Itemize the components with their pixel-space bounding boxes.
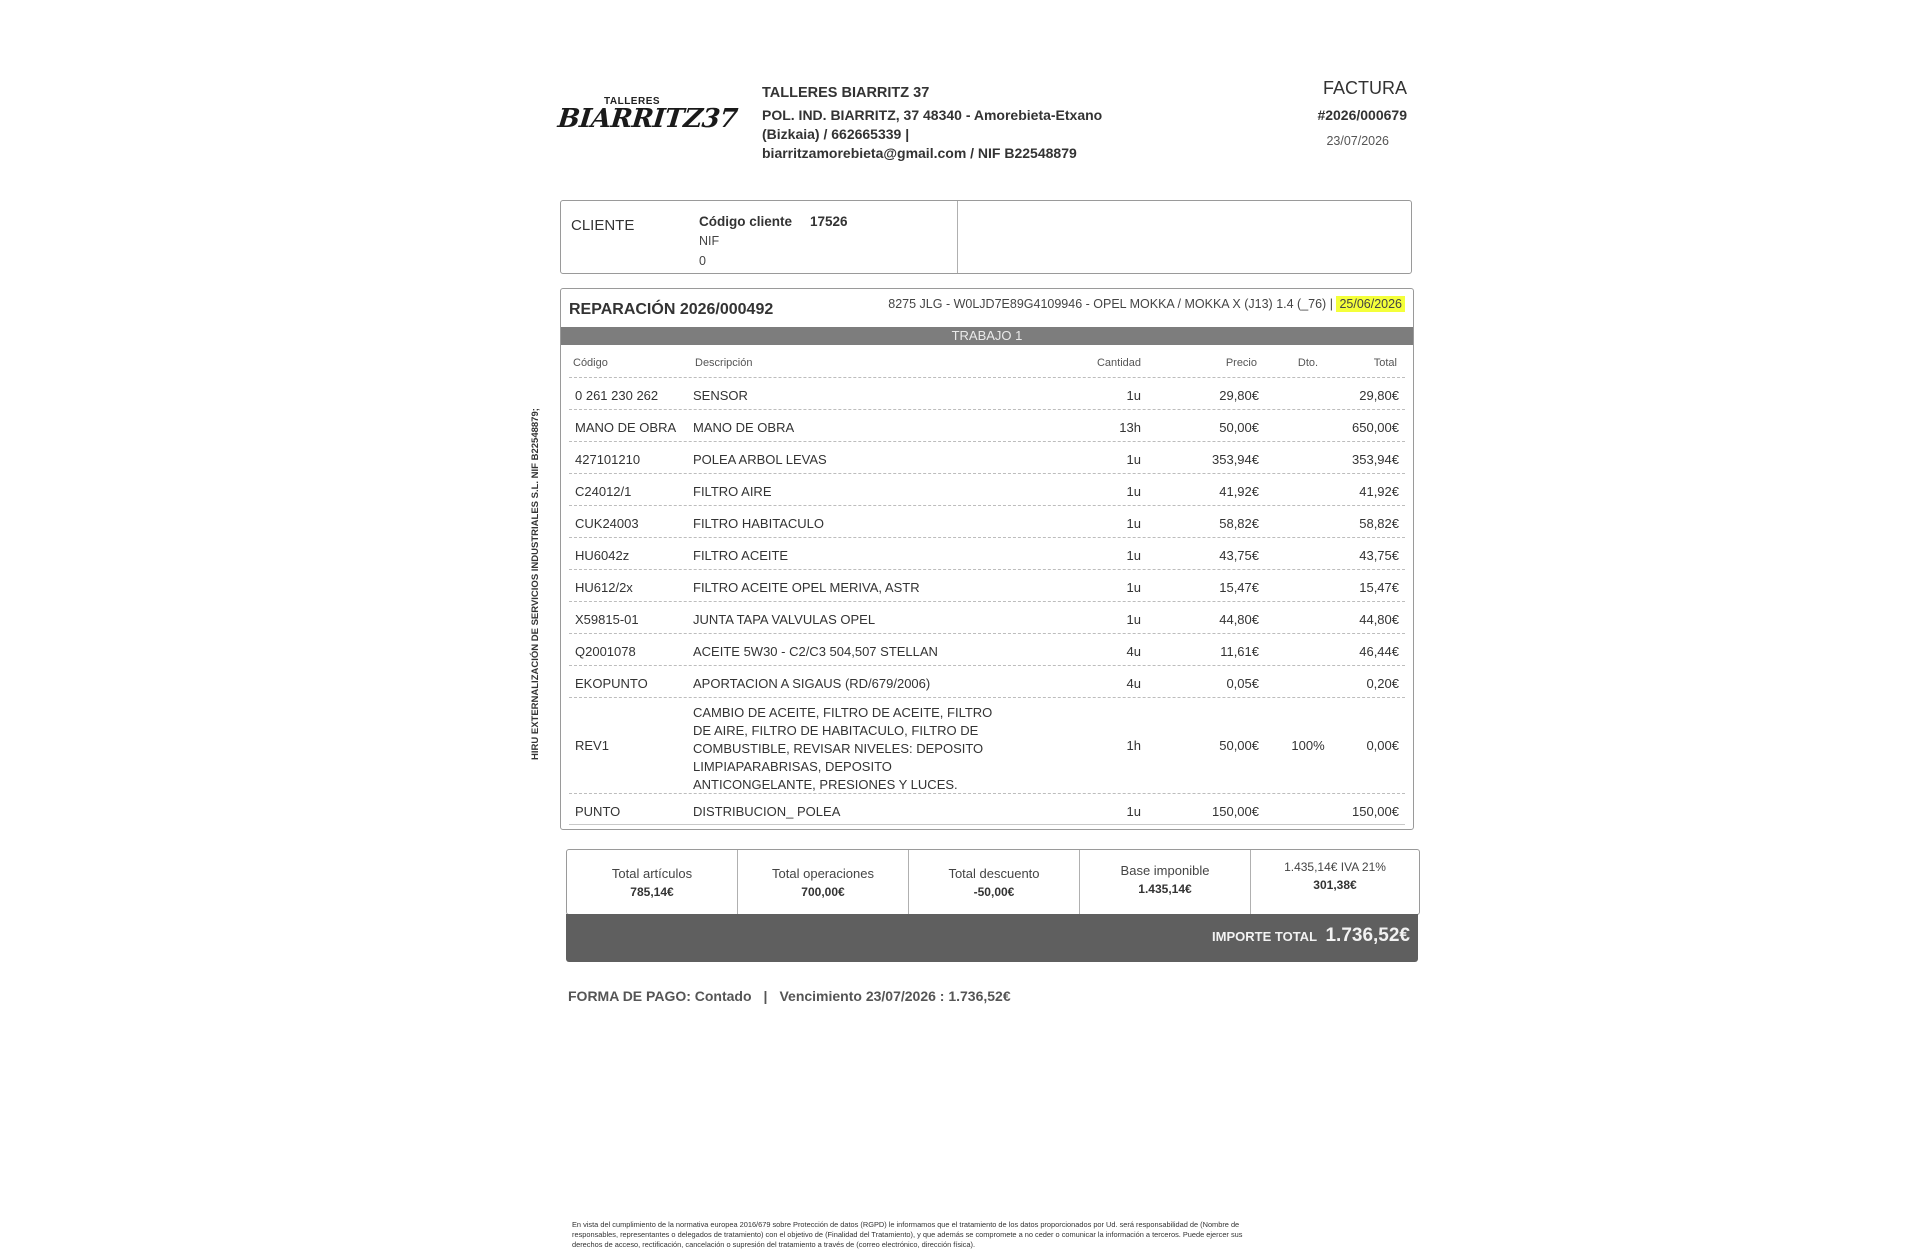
col-description: Descripción <box>695 357 753 369</box>
client-code-value: 17526 <box>810 214 848 229</box>
table-row <box>569 569 1405 601</box>
invoice-type: FACTURA <box>1322 78 1407 98</box>
item-description: CAMBIO DE ACEITE, FILTRO DE ACEITE, FILTRO DE AIRE, FILTRO DE HABITACULO, FILTRO DE COMBUSTIBLE, REVISAR NIVELES: DEPOSITO LIMPIAPARABRISAS, DEPOSITO ANTICONGELANTE, PRESIONES Y LUCES. <box>693 705 993 792</box>
item-code: MANO DE OBRA <box>575 420 677 435</box>
item-price: 15,47€ <box>1219 580 1259 595</box>
repair-date-highlighted: 25/06/2026 <box>1336 296 1405 312</box>
item-qty: 1u <box>1126 548 1141 563</box>
item-total: 44,80€ <box>1359 612 1399 627</box>
item-code: PUNTO <box>575 804 621 819</box>
item-total: 0,00€ <box>1366 738 1399 753</box>
client-nif-label: NIF <box>699 234 720 248</box>
item-total: 29,80€ <box>1359 388 1399 403</box>
col-code: Código <box>573 357 608 369</box>
work-header: TRABAJO 1 <box>561 327 1413 345</box>
logo-small-text: TALLERES <box>604 96 661 107</box>
item-total: 15,47€ <box>1359 580 1399 595</box>
side-vertical-note: HIRU EXTERNALIZACIÓN DE SERVICIOS INDUSTRIALES S.L. NIF B22548879; <box>530 408 541 760</box>
col-qty: Cantidad <box>1096 357 1141 369</box>
table-row <box>569 793 1405 825</box>
total-operations-value: 700,00€ <box>801 885 845 899</box>
vat <box>1251 850 1419 914</box>
invoice-date: 23/07/2026 <box>1326 134 1389 148</box>
item-qty: 13h <box>1119 420 1141 435</box>
item-code: X59815-01 <box>575 612 639 627</box>
vat-label: 1.435,14€ IVA 21% <box>1284 860 1386 874</box>
table-row <box>569 409 1405 441</box>
invoice-number: #2026/000679 <box>1317 107 1407 123</box>
total-articles-value: 785,14€ <box>630 885 674 899</box>
company-address-line-2: (Bizkaia) / 662665339 | <box>762 126 910 142</box>
total-operations <box>738 850 908 914</box>
item-total: 353,94€ <box>1352 452 1399 467</box>
item-qty: 4u <box>1126 676 1141 691</box>
item-total: 46,44€ <box>1359 644 1399 659</box>
item-qty: 1u <box>1126 388 1141 403</box>
item-description: APORTACION A SIGAUS (RD/679/2006) <box>693 676 931 691</box>
item-code: REV1 <box>575 738 609 753</box>
grand-total-value: 1.736,52€ <box>1325 925 1410 946</box>
item-total: 41,92€ <box>1359 484 1399 499</box>
item-qty: 1u <box>1126 612 1141 627</box>
totals-box <box>566 849 1420 915</box>
table-row <box>569 505 1405 537</box>
tax-base-value: 1.435,14€ <box>1138 882 1192 896</box>
payment-method: FORMA DE PAGO: Contado <box>568 988 752 1004</box>
table-row <box>569 473 1405 505</box>
client-box <box>560 200 1412 274</box>
item-description: DISTRIBUCION_ POLEA <box>693 804 841 819</box>
item-qty: 1u <box>1126 516 1141 531</box>
item-code: HU612/2x <box>575 580 633 595</box>
items-list <box>569 377 1405 825</box>
table-row <box>569 377 1405 409</box>
item-price: 43,75€ <box>1219 548 1259 563</box>
item-price: 11,61€ <box>1220 644 1259 659</box>
item-total: 43,75€ <box>1359 548 1399 563</box>
item-code: 0 261 230 262 <box>575 388 659 403</box>
item-qty: 1h <box>1126 738 1141 753</box>
col-price: Precio <box>1225 357 1257 369</box>
item-price: 50,00€ <box>1219 420 1259 435</box>
item-total: 0,20€ <box>1366 676 1399 691</box>
table-header <box>561 351 1413 373</box>
item-total: 150,00€ <box>1352 804 1399 819</box>
item-discount: 100% <box>1291 738 1325 753</box>
item-code: C24012/1 <box>575 484 632 499</box>
item-qty: 1u <box>1126 580 1141 595</box>
item-qty: 1u <box>1126 452 1141 467</box>
payment-separator: | <box>763 988 768 1004</box>
tax-base <box>1080 850 1250 914</box>
logo-big-text: BIARRITZ37 <box>556 104 739 134</box>
item-qty: 1u <box>1126 484 1141 499</box>
item-code: CUK24003 <box>575 516 639 531</box>
item-description: FILTRO ACEITE OPEL MERIVA, ASTR <box>693 580 920 595</box>
col-discount: Dto. <box>1297 357 1319 369</box>
company-info <box>762 84 1122 163</box>
company-address-line-3: biarritzamorebieta@gmail.com / NIF B22548879 <box>762 145 1077 161</box>
item-description: FILTRO ACEITE <box>693 548 789 563</box>
total-articles-label: Total artículos <box>611 866 693 881</box>
item-price: 44,80€ <box>1219 612 1259 627</box>
item-description: MANO DE OBRA <box>693 420 795 435</box>
vat-value: 301,38€ <box>1313 878 1357 892</box>
table-row <box>569 601 1405 633</box>
item-description: JUNTA TAPA VALVULAS OPEL <box>693 612 876 627</box>
item-code: HU6042z <box>575 548 630 563</box>
legal-notice: En vista del cumplimiento de la normativa europea 2016/679 sobre Protección de datos (RGPD) le informamos que el tratamiento de los datos proporcionados por Ud. será responsabilidad de (Nombre de responsables, representantes o delegados de tratamiento) con el objetivo de (Finalidad del Tratamiento), y que además se compromete a no ceder o comunicar la información a terceros. Puede ejercer sus derechos de acceso, rectificación, cancelación o supresión del tratamiento a través de (correo electrónico, dirección física). <box>572 1220 1243 1249</box>
table-bottom-rule <box>569 824 1405 825</box>
company-logo <box>556 96 739 136</box>
item-price: 29,80€ <box>1219 388 1259 403</box>
item-price: 58,82€ <box>1219 516 1259 531</box>
item-price: 353,94€ <box>1212 452 1259 467</box>
table-row <box>569 697 1405 793</box>
item-description: SENSOR <box>693 388 748 403</box>
client-code-label: Código cliente <box>699 214 793 229</box>
item-description: FILTRO AIRE <box>693 484 772 499</box>
item-price: 50,00€ <box>1219 738 1259 753</box>
client-label: CLIENTE <box>571 217 635 234</box>
client-code <box>699 214 848 229</box>
item-code: EKOPUNTO <box>575 676 648 691</box>
grand-total-bar <box>566 914 1418 962</box>
total-discount <box>909 850 1079 914</box>
grand-total <box>1212 925 1410 947</box>
item-total: 58,82€ <box>1359 516 1399 531</box>
item-description: ACEITE 5W30 - C2/C3 504,507 STELLAN <box>693 644 938 659</box>
repair-vehicle <box>888 297 1405 311</box>
item-description: FILTRO HABITACULO <box>693 516 824 531</box>
payment-due: Vencimiento 23/07/2026 : 1.736,52€ <box>779 988 1011 1004</box>
vehicle-description: 8275 JLG - W0LJD7E89G4109946 - OPEL MOKKA / MOKKA X (J13) 1.4 (_76) | <box>888 297 1333 311</box>
tax-base-label: Base imponible <box>1120 863 1210 878</box>
item-qty: 1u <box>1126 804 1141 819</box>
total-articles <box>567 850 737 914</box>
item-description: POLEA ARBOL LEVAS <box>693 452 827 467</box>
item-code: Q2001078 <box>575 644 636 659</box>
company-name: TALLERES BIARRITZ 37 <box>762 85 930 101</box>
company-address-line-1: POL. IND. BIARRITZ, 37 48340 - Amorebieta-Etxano <box>762 107 1103 123</box>
total-discount-label: Total descuento <box>948 866 1040 881</box>
repair-title: REPARACIÓN 2026/000492 <box>569 301 774 318</box>
item-code: 427101210 <box>575 452 641 467</box>
item-qty: 4u <box>1126 644 1141 659</box>
grand-total-label: IMPORTE TOTAL <box>1212 929 1318 944</box>
item-price: 0,05€ <box>1226 676 1259 691</box>
item-total: 650,00€ <box>1352 420 1399 435</box>
invoice-heading <box>1317 78 1407 148</box>
table-row <box>569 537 1405 569</box>
payment-info <box>568 988 1011 1004</box>
repair-block <box>560 288 1414 830</box>
client-nif-value: 0 <box>699 254 706 268</box>
col-total: Total <box>1373 357 1397 369</box>
table-row <box>569 633 1405 665</box>
item-price: 41,92€ <box>1219 484 1259 499</box>
table-row <box>569 441 1405 473</box>
total-operations-label: Total operaciones <box>772 866 874 881</box>
client-box-divider <box>957 201 958 273</box>
total-discount-value: -50,00€ <box>973 885 1015 899</box>
item-price: 150,00€ <box>1212 804 1259 819</box>
table-row <box>569 665 1405 697</box>
